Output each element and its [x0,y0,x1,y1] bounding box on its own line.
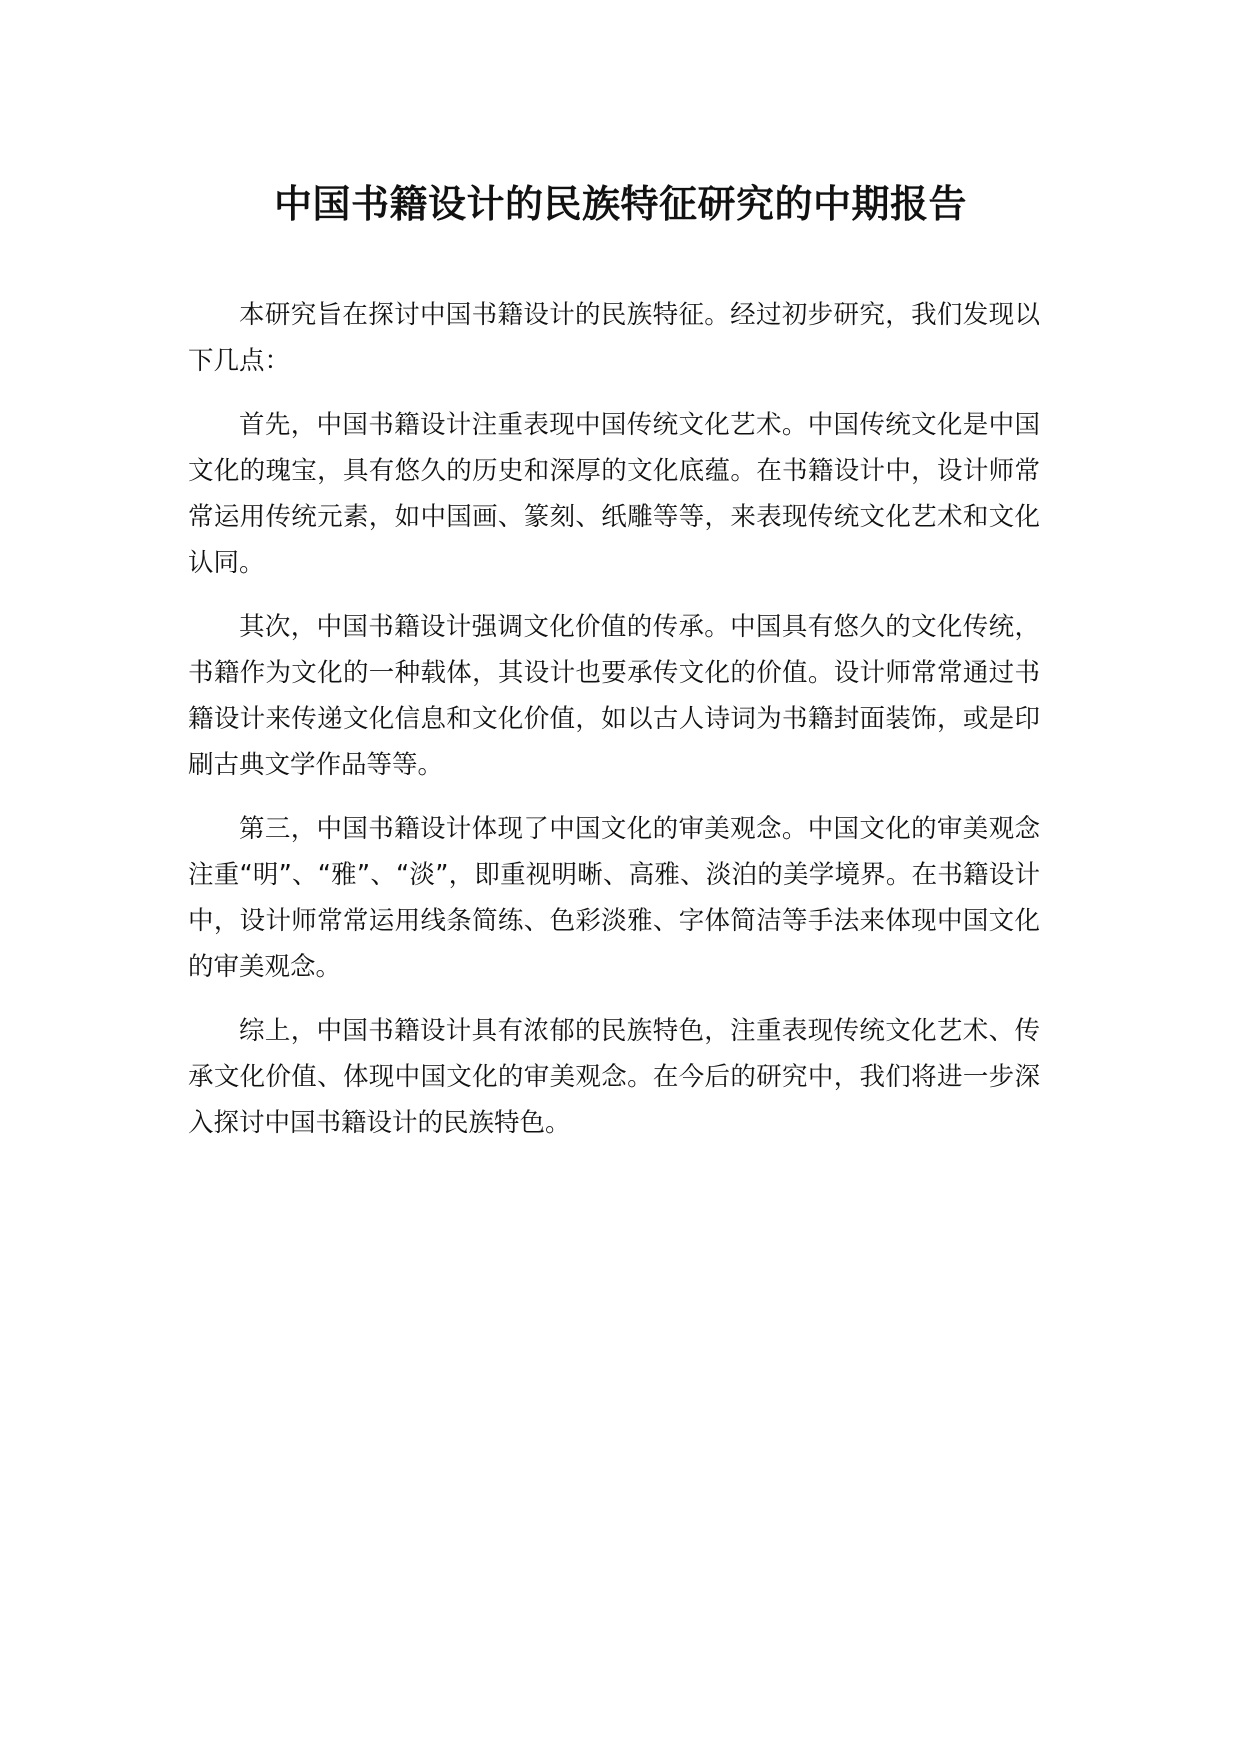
paragraph-third-point: 第三，中国书籍设计体现了中国文化的审美观念。中国文化的审美观念注重“明”、“雅”、“淡”，即重视明晰、高雅、淡泊的美学境界。在书籍设计中，设计师常常运用线条简练、色彩淡雅、字体简洁等手法来体现中国文化的审美观念。 [188,814,1040,982]
paragraph-first-point: 首先，中国书籍设计注重表现中国传统文化艺术。中国传统文化是中国文化的瑰宝，具有悠久的历史和深厚的文化底蕴。在书籍设计中，设计师常常运用传统元素，如中国画、篆刻、纸雕等等，来表现传统文化艺术和文化认同。 [188,410,1040,578]
paragraph-conclusion: 综上，中国书籍设计具有浓郁的民族特色，注重表现传统文化艺术、传承文化价值、体现中国文化的审美观念。在今后的研究中，我们将进一步深入探讨中国书籍设计的民族特色。 [188,1016,1040,1138]
paragraph-intro: 本研究旨在探讨中国书籍设计的民族特征。经过初步研究，我们发现以下几点： [188,300,1040,376]
paragraph-second-point: 其次，中国书籍设计强调文化价值的传承。中国具有悠久的文化传统，书籍作为文化的一种载体，其设计也要承传文化的价值。设计师常常通过书籍设计来传递文化信息和文化价值，如以古人诗词为书籍封面装饰，或是印刷古典文学作品等等。 [188,612,1040,780]
document-title: 中国书籍设计的民族特征研究的中期报告 [273,182,967,226]
document-body [188,292,1040,1164]
